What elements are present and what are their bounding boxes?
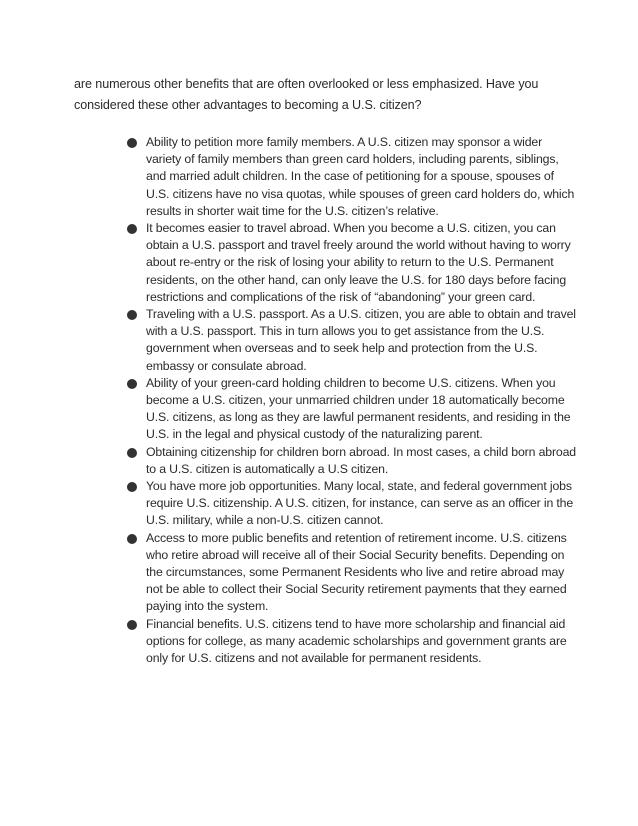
bullet-icon — [127, 379, 137, 389]
list-item-text: Ability to petition more family members. A U.S. citizen may sponsor a wider variety of family members than green card holders, including parents, siblings, and married adult children. In the case of petitioning for a spouse, spouses of U.S. citizens have no visa quotas, while spouses of green card holders do, which results in shorter wait time for the U.S. citizen’s relative. — [146, 135, 575, 218]
list-item — [127, 616, 577, 668]
bullet-icon — [127, 310, 137, 320]
bullet-icon — [127, 224, 137, 234]
list-item-text: Financial benefits. U.S. citizens tend to have more scholarship and financial aid options for college, as many academic scholarships and government grants are only for U.S. citizens and not available for permanent residents. — [146, 616, 567, 666]
list-item — [127, 220, 577, 306]
bullet-icon — [127, 620, 137, 630]
intro-line-2: considered these other advantages to becoming a U.S. citizen? — [74, 98, 422, 112]
list-item — [127, 375, 577, 444]
bullet-icon — [127, 448, 137, 458]
list-item-text: Ability of your green-card holding children to become U.S. citizens. When you become a U.S. citizen, your unmarried children under 18 automatically become U.S. citizens, as long as they are lawful permanent residents, and residing in the U.S. in the legal and physical custody of the naturalizing parent. — [146, 375, 571, 442]
list-item — [127, 444, 577, 478]
benefits-list — [127, 134, 577, 667]
list-item-text: Traveling with a U.S. passport. As a U.S. citizen, you are able to obtain and travel with a U.S. passport. This in turn allows you to get assistance from the U.S. government when overseas and to seek help and protection from the U.S. embassy or consulate abroad. — [146, 307, 576, 373]
list-item-text: Access to more public benefits and retention of retirement income. U.S. citizens who retire abroad will receive all of their Social Security benefits. Depending on the circumstances, some Permanent Residents who live and retire abroad may not be able to collect their Social Security retirement payments that they earned paying into the system. — [146, 530, 567, 614]
bullet-icon — [127, 534, 137, 544]
bullet-icon — [127, 482, 137, 492]
intro-paragraph — [74, 74, 594, 116]
list-item-text: It becomes easier to travel abroad. When you become a U.S. citizen, you can obtain a U.S. passport and travel freely around the world without having to worry about re-entry or the risk of losing your ability to return to the U.S. Permanent residents, on the other hand, can only leave the U.S. for 180 days before facing restrictions and complications of the risk of “abandoning” your green card. — [146, 221, 571, 304]
intro-line-1: are numerous other benefits that are often overlooked or less emphasized. Have you — [74, 77, 539, 91]
list-item — [127, 530, 577, 616]
list-item — [127, 306, 577, 375]
list-item-text: You have more job opportunities. Many local, state, and federal government jobs require U.S. citizenship. A U.S. citizen, for instance, can serve as an officer in the U.S. military, while a non-U.S. citizen cannot. — [146, 479, 574, 528]
list-item-text: Obtaining citizenship for children born abroad. In most cases, a child born abroad to a U.S. citizen is automatically a U.S citizen. — [146, 444, 576, 476]
bullet-icon — [127, 138, 137, 148]
list-item — [127, 478, 577, 530]
list-item — [127, 134, 577, 220]
